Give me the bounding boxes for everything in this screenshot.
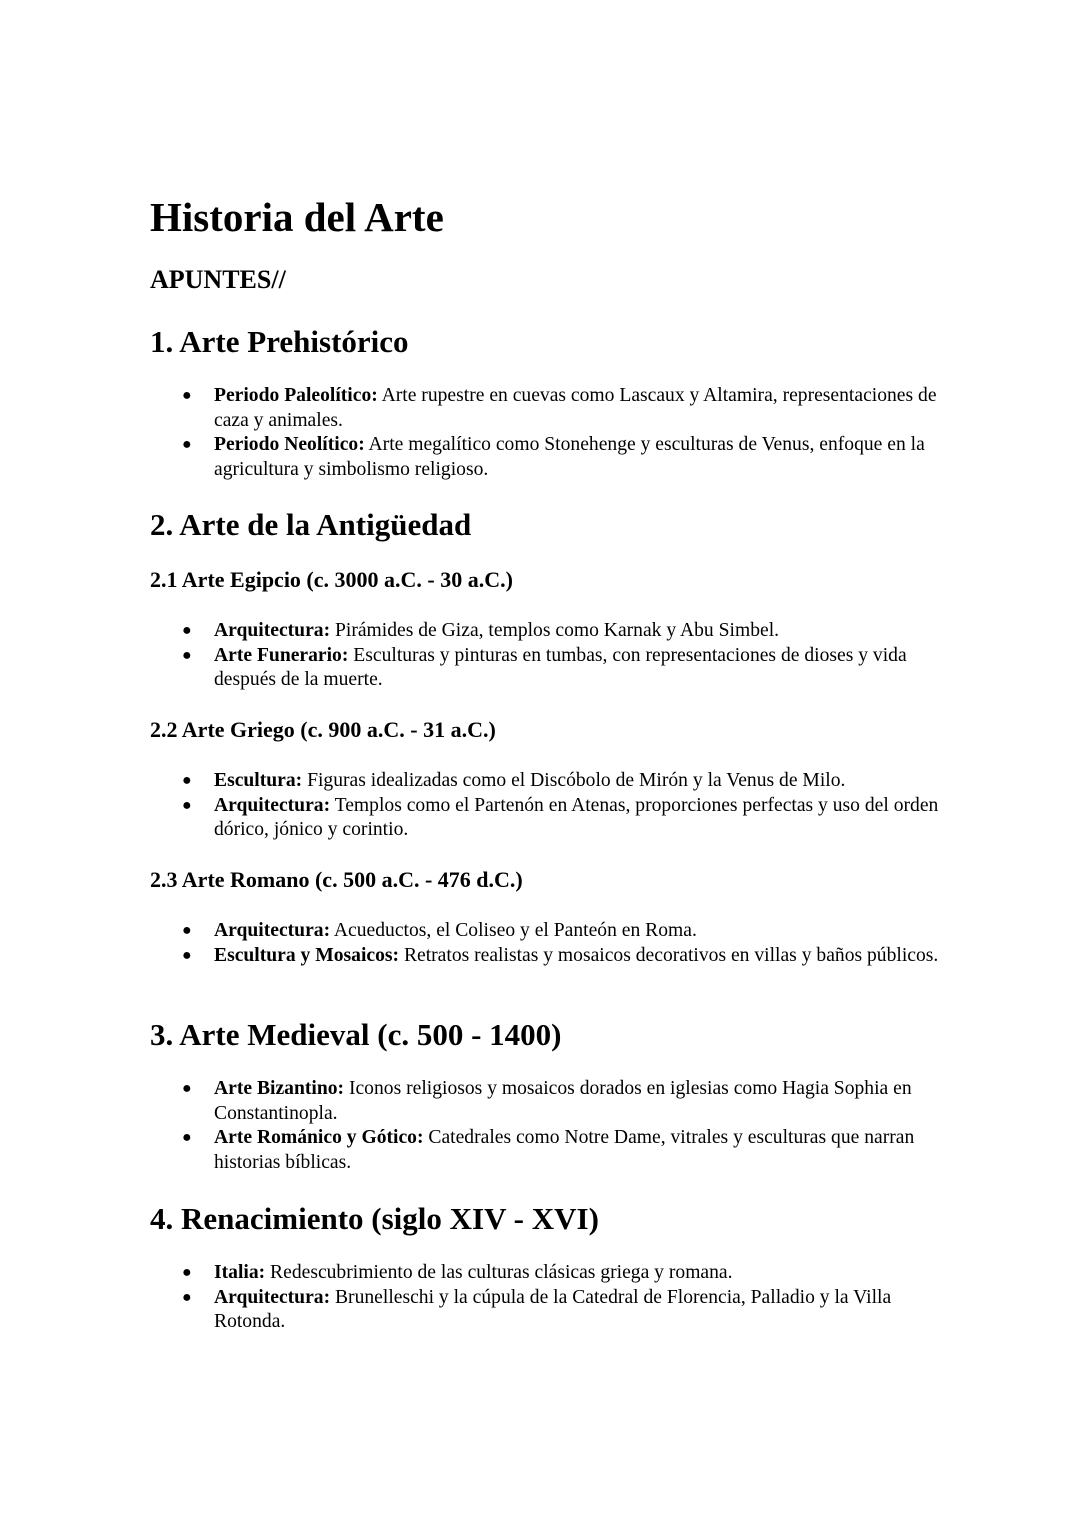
item-text: Iconos religiosos y mosaicos dorados en iglesias como Hagia Sophia en Constantinopla. bbox=[214, 1078, 912, 1124]
subsection-heading-roman: 2.3 Arte Romano (c. 500 a.C. - 476 d.C.) bbox=[150, 867, 523, 892]
bullet-icon: ● bbox=[182, 622, 192, 639]
subsection-list-roman bbox=[150, 919, 940, 968]
bullet-icon: ● bbox=[182, 387, 192, 404]
list-item bbox=[150, 1261, 940, 1286]
bullet-icon: ● bbox=[182, 922, 192, 939]
item-text: Acueductos, el Coliseo y el Panteón en Roma. bbox=[330, 920, 697, 941]
item-text: Redescubrimiento de las culturas clásicas griega y romana. bbox=[265, 1262, 733, 1283]
subsection-list-greek bbox=[150, 769, 940, 843]
item-text: Catedrales como Notre Dame, vitrales y esculturas que narran historias bíblicas. bbox=[214, 1127, 915, 1173]
item-term: Arte Románico y Gótico: bbox=[214, 1127, 424, 1148]
section-list-renaissance bbox=[150, 1261, 940, 1335]
section-list-medieval bbox=[150, 1077, 940, 1175]
list-item bbox=[150, 944, 940, 969]
item-term: Arte Funerario: bbox=[214, 644, 349, 666]
item-term: Periodo Neolítico: bbox=[214, 434, 365, 455]
document-title: Historia del Arte bbox=[150, 194, 444, 240]
list-item bbox=[150, 1126, 940, 1175]
item-text: Pirámides de Giza, templos como Karnak y Abu Simbel. bbox=[330, 620, 780, 641]
subsection-heading-egyptian: 2.1 Arte Egipcio (c. 3000 a.C. - 30 a.C.) bbox=[150, 567, 513, 592]
item-text: Retratos realistas y mosaicos decorativos en villas y baños públicos. bbox=[399, 944, 939, 966]
subsection-heading-greek: 2.2 Arte Griego (c. 900 a.C. - 31 a.C.) bbox=[150, 717, 496, 742]
list-item bbox=[150, 794, 940, 843]
bullet-icon: ● bbox=[182, 1288, 192, 1306]
item-text: Arte rupestre en cuevas como Lascaux y Altamira, representaciones de caza y animales. bbox=[214, 385, 937, 431]
list-item bbox=[150, 919, 940, 944]
item-term: Periodo Paleolítico: bbox=[214, 385, 378, 406]
list-item bbox=[150, 433, 940, 482]
item-text: Arte megalítico como Stonehenge y esculturas de Venus, enfoque en la agricultura y simbolismo religioso. bbox=[214, 434, 925, 480]
item-term: Arquitectura: bbox=[214, 920, 331, 941]
document-subtitle: APUNTES// bbox=[150, 265, 286, 294]
bullet-icon: ● bbox=[182, 646, 192, 664]
bullet-icon: ● bbox=[182, 1264, 192, 1281]
bullet-icon: ● bbox=[182, 946, 192, 964]
section-list-prehistoric bbox=[150, 384, 940, 482]
item-term: Arquitectura: bbox=[214, 1286, 331, 1308]
bullet-icon: ● bbox=[182, 1080, 192, 1097]
list-item bbox=[150, 644, 940, 693]
list-item bbox=[150, 769, 940, 794]
bullet-icon: ● bbox=[182, 1129, 192, 1146]
bullet-icon: ● bbox=[182, 436, 192, 453]
list-item bbox=[150, 1286, 940, 1335]
item-text: Figuras idealizadas como el Discóbolo de Mirón y la Venus de Milo. bbox=[302, 770, 846, 791]
section-heading-medieval: 3. Arte Medieval (c. 500 - 1400) bbox=[150, 1017, 562, 1052]
bullet-icon: ● bbox=[182, 796, 192, 814]
list-item bbox=[150, 1077, 940, 1126]
item-term: Arte Bizantino: bbox=[214, 1078, 345, 1099]
section-heading-antiquity: 2. Arte de la Antigüedad bbox=[150, 507, 472, 542]
bullet-icon: ● bbox=[182, 772, 192, 789]
list-item bbox=[150, 384, 940, 433]
item-term: Escultura y Mosaicos: bbox=[214, 944, 400, 966]
list-item bbox=[150, 619, 940, 644]
subsection-list-egyptian bbox=[150, 619, 940, 693]
item-term: Escultura: bbox=[214, 770, 303, 791]
item-text: Brunelleschi y la cúpula de la Catedral de Florencia, Palladio y la Villa Rotonda. bbox=[214, 1286, 892, 1332]
section-heading-prehistoric: 1. Arte Prehistórico bbox=[150, 324, 409, 359]
item-text: Esculturas y pinturas en tumbas, con representaciones de dioses y vida después de la muerte. bbox=[214, 644, 907, 690]
item-term: Italia: bbox=[214, 1262, 266, 1283]
item-term: Arquitectura: bbox=[214, 794, 331, 816]
item-text: Templos como el Partenón en Atenas, proporciones perfectas y uso del orden dórico, jónico y corintio. bbox=[214, 794, 939, 840]
section-heading-renaissance: 4. Renacimiento (siglo XIV - XVI) bbox=[150, 1201, 599, 1236]
item-term: Arquitectura: bbox=[214, 620, 331, 641]
